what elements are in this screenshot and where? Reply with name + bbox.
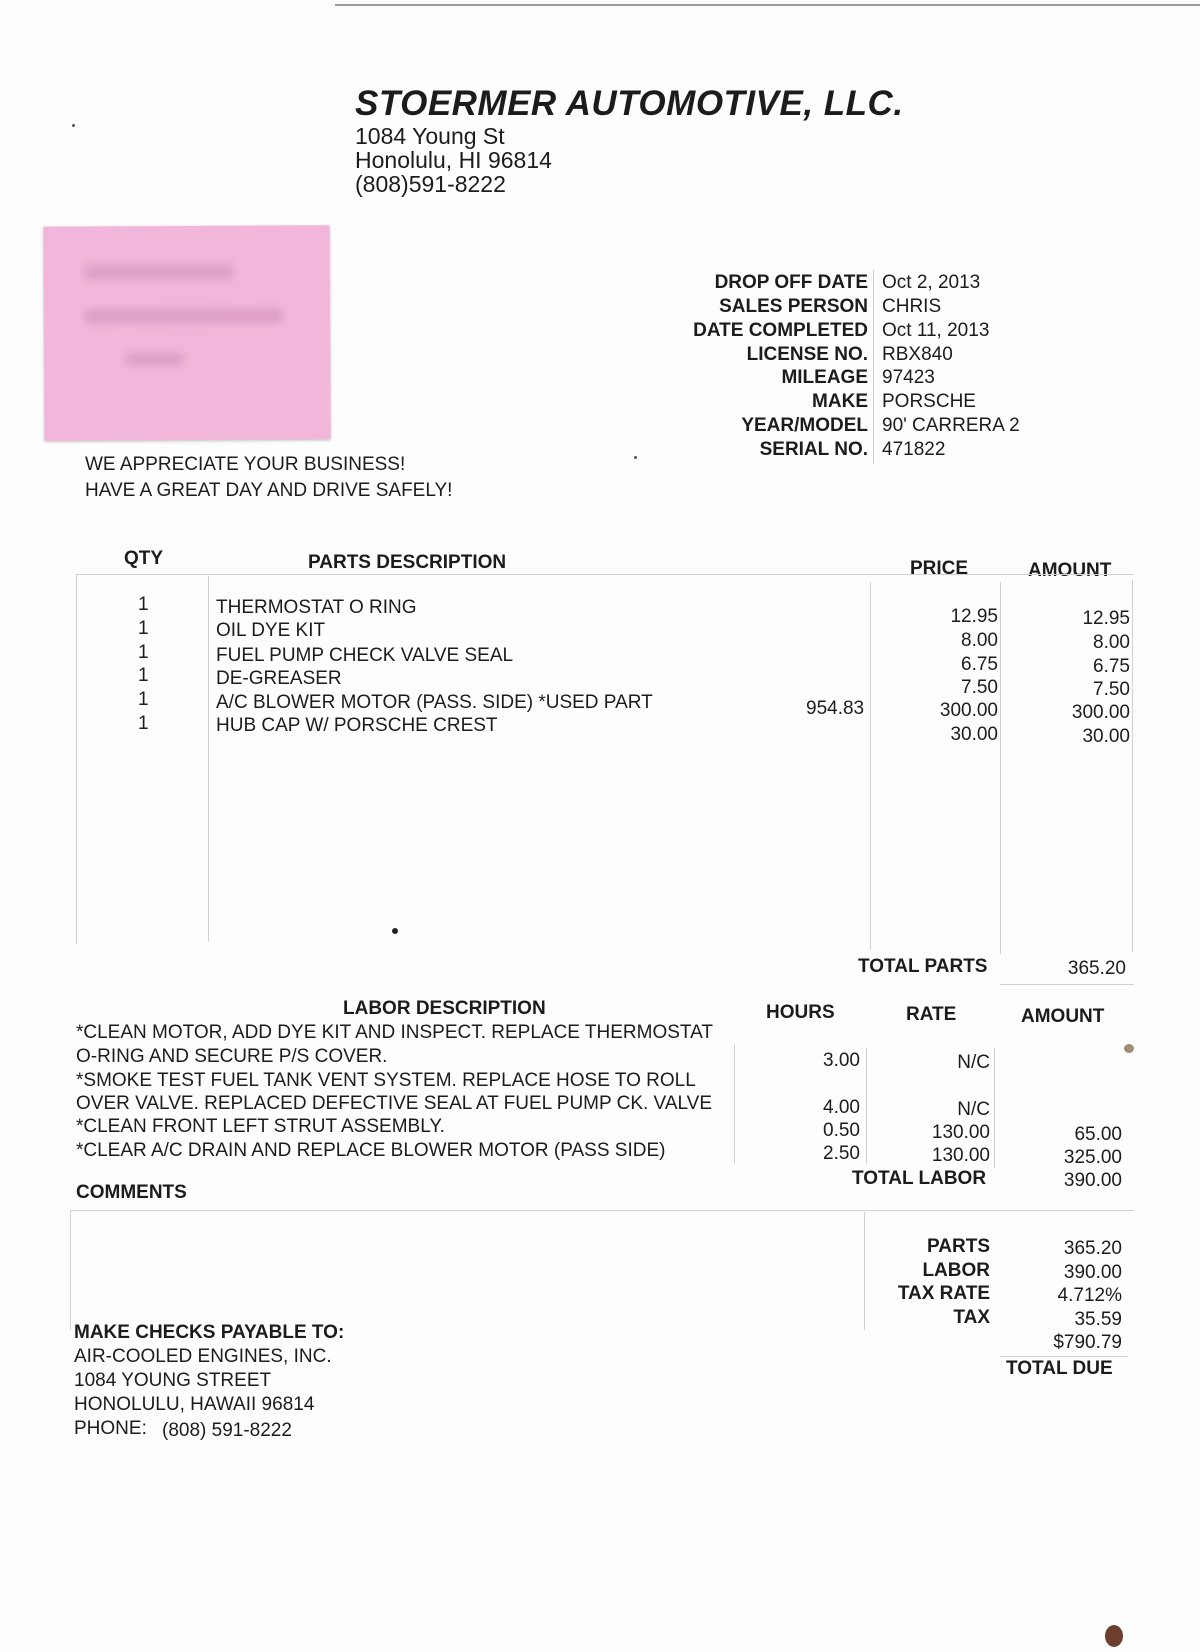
parts-qty: 1 bbox=[138, 665, 149, 686]
summary-parts-label: PARTS bbox=[927, 1236, 990, 1257]
info-label: DATE COMPLETED bbox=[693, 320, 868, 341]
info-label: SERIAL NO. bbox=[759, 439, 868, 460]
parts-qty: 1 bbox=[138, 594, 149, 615]
payable-street: 1084 YOUNG STREET bbox=[74, 1370, 272, 1391]
parts-description: A/C BLOWER MOTOR (PASS. SIDE) *USED PART bbox=[216, 692, 653, 713]
total-parts-label: TOTAL PARTS bbox=[858, 956, 988, 977]
labor-rate: N/C bbox=[957, 1099, 990, 1120]
info-divider bbox=[873, 270, 874, 464]
parts-grid-line bbox=[76, 574, 77, 944]
summary-labor-value: 390.00 bbox=[1063, 1262, 1122, 1283]
parts-qty: 1 bbox=[138, 713, 149, 734]
scan-speck bbox=[72, 124, 75, 127]
parts-header-amount: AMOUNT bbox=[1028, 560, 1112, 581]
parts-amount: 30.00 bbox=[1082, 726, 1130, 747]
parts-grid-line bbox=[1132, 580, 1133, 952]
info-label: SALES PERSON bbox=[719, 296, 868, 317]
info-label: DROP OFF DATE bbox=[714, 272, 868, 293]
payable-phone-label: PHONE: bbox=[74, 1418, 147, 1439]
info-value: Oct 2, 2013 bbox=[882, 272, 981, 293]
labor-grid-line bbox=[734, 1044, 735, 1164]
summary-tax-rate-label: TAX RATE bbox=[897, 1283, 990, 1304]
labor-hours: 3.00 bbox=[823, 1050, 860, 1071]
info-value: RBX840 bbox=[882, 344, 953, 365]
total-parts-value: 365.20 bbox=[1067, 958, 1126, 979]
labor-rate: 130.00 bbox=[931, 1122, 990, 1143]
parts-price: 30.00 bbox=[950, 724, 998, 745]
info-value: Oct 11, 2013 bbox=[882, 320, 990, 341]
parts-qty: 1 bbox=[138, 642, 149, 663]
parts-price: 6.75 bbox=[961, 654, 998, 675]
info-label: MILEAGE bbox=[781, 367, 868, 388]
company-name: STOERMER AUTOMOTIVE, LLC. bbox=[355, 84, 904, 123]
labor-hours: 2.50 bbox=[823, 1143, 860, 1164]
thanks-line-2: HAVE A GREAT DAY AND DRIVE SAFELY! bbox=[85, 480, 453, 501]
info-value: PORSCHE bbox=[882, 391, 976, 412]
labor-rate: N/C bbox=[957, 1052, 990, 1073]
parts-grid-line bbox=[1000, 582, 1001, 954]
summary-tax-rate-value: 4.712% bbox=[1057, 1285, 1122, 1306]
labor-header-hours: HOURS bbox=[766, 1002, 835, 1023]
labor-header-amount: AMOUNT bbox=[1021, 1006, 1105, 1027]
payable-city: HONOLULU, HAWAII 96814 bbox=[74, 1394, 315, 1415]
total-labor-value: 390.00 bbox=[1063, 1170, 1122, 1191]
summary-total-rule bbox=[1000, 1356, 1128, 1357]
labor-hours: 0.50 bbox=[823, 1120, 860, 1141]
info-value: 97423 bbox=[882, 367, 935, 388]
scan-smudge bbox=[1124, 1044, 1134, 1053]
parts-price: 7.50 bbox=[961, 677, 998, 698]
company-phone: (808)591-8222 bbox=[355, 171, 506, 197]
labor-grid-line bbox=[994, 1048, 995, 1168]
info-label: YEAR/MODEL bbox=[741, 415, 868, 436]
parts-amount: 7.50 bbox=[1093, 679, 1130, 700]
payable-heading: MAKE CHECKS PAYABLE TO: bbox=[74, 1322, 345, 1343]
labor-line: *CLEAN MOTOR, ADD DYE KIT AND INSPECT. REPLACE THERMOSTAT bbox=[76, 1022, 713, 1043]
parts-price: 12.95 bbox=[950, 606, 998, 627]
thanks-line-1: WE APPRECIATE YOUR BUSINESS! bbox=[85, 454, 406, 475]
labor-line: *CLEAR A/C DRAIN AND REPLACE BLOWER MOTOR (PASS SIDE) bbox=[76, 1140, 666, 1161]
labor-line: O-RING AND SECURE P/S COVER. bbox=[76, 1046, 388, 1067]
scan-speck bbox=[634, 456, 637, 459]
scan-speck bbox=[392, 928, 398, 934]
company-city: Honolulu, HI 96814 bbox=[355, 147, 552, 173]
parts-top-rule bbox=[76, 574, 1134, 575]
labor-rate: 130.00 bbox=[931, 1145, 990, 1166]
payable-name: AIR-COOLED ENGINES, INC. bbox=[74, 1346, 332, 1367]
total-labor-label: TOTAL LABOR bbox=[852, 1168, 987, 1189]
info-value: CHRIS bbox=[882, 296, 942, 317]
labor-hours: 4.00 bbox=[823, 1097, 860, 1118]
summary-tax-value: 35.59 bbox=[1074, 1309, 1122, 1330]
parts-amount: 300.00 bbox=[1071, 702, 1130, 723]
labor-amount: 325.00 bbox=[1063, 1147, 1122, 1168]
comments-grid-line bbox=[70, 1210, 71, 1330]
labor-grid-line bbox=[866, 1048, 867, 1164]
info-label: LICENSE NO. bbox=[746, 344, 868, 365]
payable-phone: (808) 591-8222 bbox=[162, 1420, 292, 1441]
total-parts-rule bbox=[1000, 984, 1134, 985]
parts-price: 8.00 bbox=[961, 630, 998, 651]
comments-label: COMMENTS bbox=[76, 1182, 187, 1203]
parts-amount: 12.95 bbox=[1082, 608, 1130, 629]
summary-total-label: TOTAL DUE bbox=[1006, 1358, 1113, 1379]
company-street: 1084 Young St bbox=[355, 123, 505, 149]
comments-rule bbox=[70, 1210, 1134, 1211]
parts-qty: 1 bbox=[138, 689, 149, 710]
summary-labor-label: LABOR bbox=[922, 1260, 990, 1281]
info-label: MAKE bbox=[812, 391, 868, 412]
labor-line: *CLEAN FRONT LEFT STRUT ASSEMBLY. bbox=[76, 1116, 445, 1137]
parts-description: FUEL PUMP CHECK VALVE SEAL bbox=[216, 645, 514, 666]
parts-grid-line bbox=[208, 576, 209, 942]
labor-header-description: LABOR DESCRIPTION bbox=[343, 998, 546, 1019]
parts-amount: 6.75 bbox=[1093, 656, 1130, 677]
scan-smudge bbox=[1105, 1625, 1123, 1647]
sticky-note bbox=[43, 225, 330, 440]
parts-description: DE-GREASER bbox=[216, 668, 342, 689]
parts-qty: 1 bbox=[138, 618, 149, 639]
labor-header-rate: RATE bbox=[906, 1004, 957, 1025]
summary-tax-label: TAX bbox=[953, 1307, 990, 1328]
parts-price: 300.00 bbox=[939, 700, 998, 721]
parts-header-qty: QTY bbox=[124, 548, 164, 569]
parts-header-price: PRICE bbox=[910, 558, 969, 579]
labor-amount: 65.00 bbox=[1074, 1124, 1122, 1145]
parts-header-description: PARTS DESCRIPTION bbox=[308, 552, 507, 573]
scan-edge bbox=[335, 4, 1200, 6]
parts-amount: 8.00 bbox=[1093, 632, 1130, 653]
parts-side-value: 954.83 bbox=[806, 698, 865, 719]
info-value: 471822 bbox=[882, 439, 946, 460]
labor-line: OVER VALVE. REPLACED DEFECTIVE SEAL AT FUEL PUMP CK. VALVE bbox=[76, 1093, 712, 1114]
parts-description: OIL DYE KIT bbox=[216, 620, 326, 641]
parts-description: HUB CAP W/ PORSCHE CREST bbox=[216, 715, 498, 736]
parts-description: THERMOSTAT O RING bbox=[216, 597, 417, 618]
summary-total-value: $790.79 bbox=[1053, 1332, 1122, 1353]
labor-line: *SMOKE TEST FUEL TANK VENT SYSTEM. REPLACE HOSE TO ROLL bbox=[76, 1070, 696, 1091]
info-value: 90' CARRERA 2 bbox=[882, 415, 1020, 436]
parts-grid-line bbox=[870, 582, 871, 950]
summary-parts-value: 365.20 bbox=[1063, 1238, 1122, 1259]
